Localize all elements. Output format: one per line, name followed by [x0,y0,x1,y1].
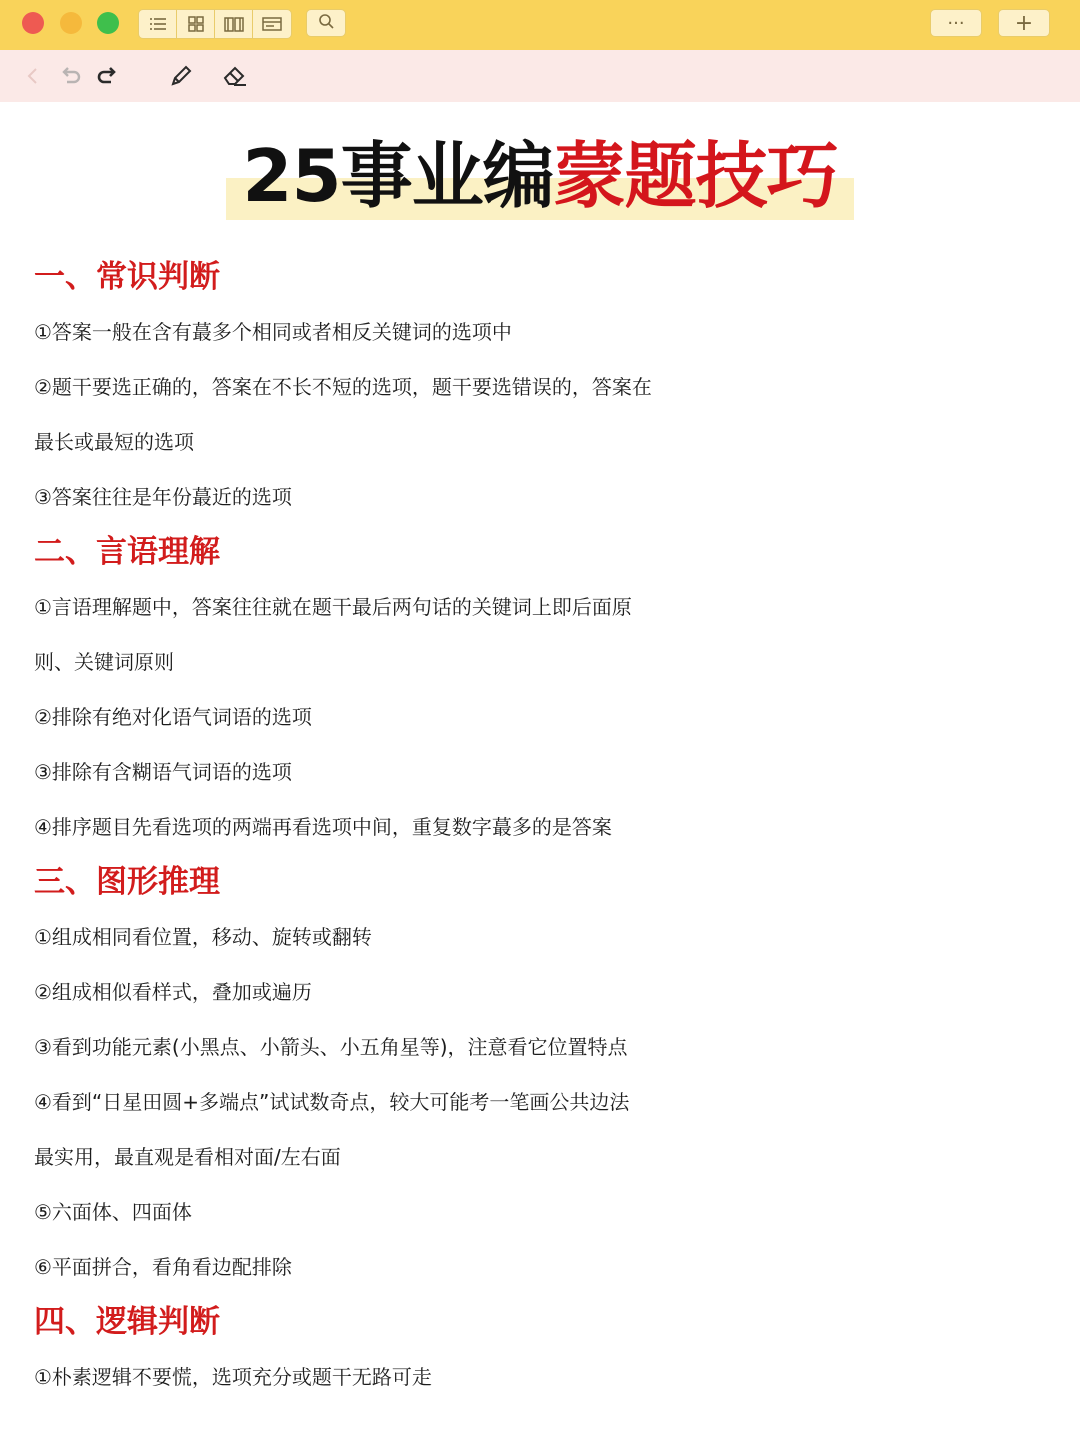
list-item: ⑥平面拼合，看角看边配排除 [34,1255,292,1279]
list-item: ④看到“日星田圆+多端点”试试数奇点，较大可能考一笔画公共边法 [34,1090,630,1114]
section-heading: 四、逻辑判断 [34,1304,220,1340]
more-button[interactable]: ··· [930,9,982,37]
list-item: ③看到功能元素(小黑点、小箭头、小五角星等)，注意看它位置特点 [34,1035,628,1059]
list-item: ②排除有绝对化语气词语的选项 [34,705,312,729]
view-mode-switcher [138,9,292,39]
page-title [0,128,1080,224]
search-icon [318,13,334,33]
edit-toolbar [0,50,1080,102]
list-item: ①组成相同看位置，移动、旋转或翻转 [34,925,372,949]
slides-view-icon[interactable] [253,10,291,38]
section-heading: 一、常识判断 [34,259,220,295]
close-window-button[interactable] [22,12,44,34]
list-item: ⑤六面体、四面体 [34,1200,192,1224]
section-heading: 三、图形推理 [34,864,220,900]
section-heading: 二、言语理解 [34,534,220,570]
list-item: ①言语理解题中，答案往往就在题干最后两句话的关键词上即后面原 [34,595,632,619]
book-view-icon[interactable] [215,10,253,38]
maximize-window-button[interactable] [97,12,119,34]
list-item: ③答案往往是年份蕞近的选项 [34,485,292,509]
title-part-dark: 25事业编 [242,134,554,218]
search-button[interactable] [306,9,346,37]
note-content[interactable] [34,250,1054,1405]
pencil-icon[interactable] [168,63,194,89]
list-item: 最实用，最直观是看相对面/左右面 [34,1145,341,1169]
minimize-window-button[interactable] [60,12,82,34]
list-item: ③排除有含糊语气词语的选项 [34,760,292,784]
grid-view-icon[interactable] [177,10,215,38]
eraser-icon[interactable] [222,63,248,89]
list-item: ②题干要选正确的，答案在不长不短的选项，题干要选错误的，答案在 [34,375,652,399]
add-button[interactable]: + [998,9,1050,37]
list-item: ①朴素逻辑不要慌，选项充分或题干无路可走 [34,1365,432,1389]
back-chevron-icon[interactable] [20,63,46,89]
window-titlebar [0,0,1080,50]
list-item: ④排序题目先看选项的两端再看选项中间，重复数字蕞多的是答案 [34,815,612,839]
list-view-icon[interactable] [139,10,177,38]
list-item: 最长或最短的选项 [34,430,194,454]
redo-icon[interactable] [94,63,120,89]
undo-icon[interactable] [58,63,84,89]
list-item: 则、关键词原则 [34,650,174,674]
title-part-red: 蒙题技巧 [553,134,838,218]
list-item: ①答案一般在含有蕞多个相同或者相反关键词的选项中 [34,320,512,344]
list-item: ②组成相似看样式，叠加或遍历 [34,980,312,1004]
